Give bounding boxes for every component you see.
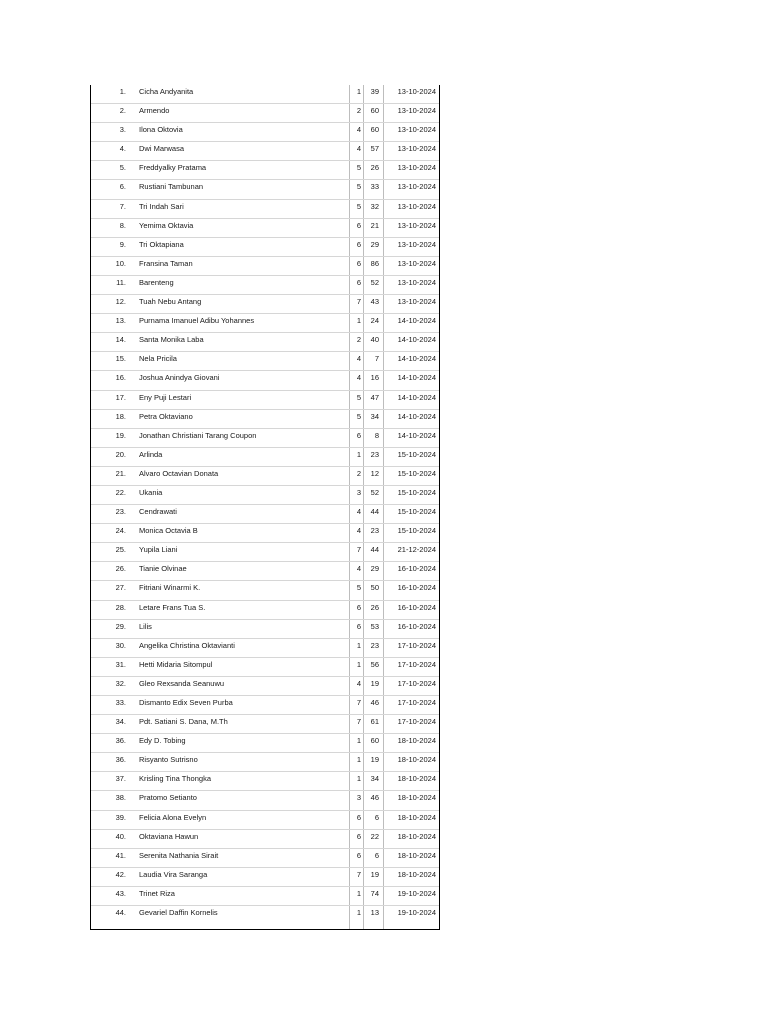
person-name: Tianie Olvinae xyxy=(139,564,187,574)
person-name: Oktaviana Hawun xyxy=(139,831,199,841)
table-row xyxy=(91,219,439,238)
table-row xyxy=(91,104,439,123)
count-value: 19 xyxy=(370,869,379,879)
person-name: Armendo xyxy=(139,106,170,116)
date-value: 17-10-2024 xyxy=(397,698,436,707)
count-value: 26 xyxy=(370,163,379,173)
group-number: 6 xyxy=(356,602,361,612)
count-value: 39 xyxy=(370,87,379,96)
group-number: 5 xyxy=(356,182,361,192)
group-number: 4 xyxy=(356,678,361,688)
group-number: 6 xyxy=(356,850,361,860)
date-value: 13-10-2024 xyxy=(397,144,436,154)
group-number: 7 xyxy=(356,869,361,879)
table-row xyxy=(91,295,439,314)
date-value: 14-10-2024 xyxy=(397,430,436,440)
table-row xyxy=(91,161,439,180)
date-value: 17-10-2024 xyxy=(397,640,436,650)
group-number: 4 xyxy=(356,507,361,517)
person-name: Serenita Nathania Sirait xyxy=(139,850,219,860)
date-value: 15-10-2024 xyxy=(397,449,436,459)
row-number: 28. xyxy=(115,602,126,612)
count-value: 34 xyxy=(370,411,379,421)
count-value: 86 xyxy=(370,258,379,268)
table-row xyxy=(91,677,439,696)
row-number: 19. xyxy=(115,430,126,440)
person-name: Rustiani Tambunan xyxy=(139,182,204,192)
row-number: 6. xyxy=(119,182,126,192)
row-number: 10. xyxy=(115,258,126,268)
table-row xyxy=(91,371,439,390)
count-value: 12 xyxy=(370,468,379,478)
table-row xyxy=(91,772,439,791)
person-name: Eny Puji Lestari xyxy=(139,392,192,402)
date-value: 13-10-2024 xyxy=(397,239,436,249)
person-name: Santa Monika Laba xyxy=(139,335,204,345)
date-value: 15-10-2024 xyxy=(397,487,436,497)
date-value: 13-10-2024 xyxy=(397,182,436,192)
person-name: Pdt. Satiani S. Dana, M.Th xyxy=(139,717,228,727)
group-number: 1 xyxy=(356,87,361,96)
table-row xyxy=(91,887,439,906)
table-row xyxy=(91,906,439,925)
count-value: 33 xyxy=(370,182,379,192)
count-value: 29 xyxy=(370,239,379,249)
group-number: 6 xyxy=(356,831,361,841)
count-value: 23 xyxy=(370,640,379,650)
person-name: Laudia Vira Saranga xyxy=(139,869,208,879)
person-name: Risyanto Sutrisno xyxy=(139,755,198,765)
row-number: 39. xyxy=(115,812,126,822)
person-name: Arlinda xyxy=(139,449,163,459)
count-value: 19 xyxy=(370,678,379,688)
person-name: Gevariel Daffin Kornelis xyxy=(139,908,218,918)
count-value: 52 xyxy=(370,277,379,287)
date-value: 13-10-2024 xyxy=(397,277,436,287)
count-value: 23 xyxy=(370,449,379,459)
row-number: 4. xyxy=(119,144,126,154)
table-row xyxy=(91,257,439,276)
row-number: 9. xyxy=(119,239,126,249)
row-number: 15. xyxy=(115,354,126,364)
group-number: 4 xyxy=(356,354,361,364)
row-number: 33. xyxy=(115,698,126,707)
count-value: 8 xyxy=(374,430,379,440)
table-row xyxy=(91,639,439,658)
group-number: 7 xyxy=(356,717,361,727)
table-row xyxy=(91,486,439,505)
person-name: Letare Frans Tua S. xyxy=(139,602,206,612)
row-number: 24. xyxy=(115,526,126,536)
date-value: 21-12-2024 xyxy=(397,545,436,555)
person-name: Yupila Liani xyxy=(139,545,178,555)
table-row xyxy=(91,849,439,868)
group-number: 7 xyxy=(356,297,361,307)
row-number: 8. xyxy=(119,220,126,230)
date-value: 18-10-2024 xyxy=(397,774,436,784)
date-value: 19-10-2024 xyxy=(397,908,436,918)
count-value: 53 xyxy=(370,621,379,631)
table-row xyxy=(91,868,439,887)
table-row xyxy=(91,276,439,295)
date-value: 13-10-2024 xyxy=(397,106,436,116)
count-value: 6 xyxy=(374,812,379,822)
count-value: 57 xyxy=(370,144,379,154)
date-value: 18-10-2024 xyxy=(397,831,436,841)
date-value: 17-10-2024 xyxy=(397,678,436,688)
person-name: Tuah Nebu Antang xyxy=(139,297,202,307)
row-number: 27. xyxy=(115,583,126,593)
person-name: Fransina Taman xyxy=(139,258,193,268)
table-row xyxy=(91,524,439,543)
table-row xyxy=(91,200,439,219)
person-name: Krisling Tina Thongka xyxy=(139,774,211,784)
row-number: 12. xyxy=(115,297,126,307)
row-number: 43. xyxy=(115,888,126,898)
group-number: 4 xyxy=(356,564,361,574)
table-row xyxy=(91,620,439,639)
person-name: Dwi Marwasa xyxy=(139,144,185,154)
group-number: 6 xyxy=(356,239,361,249)
person-name: Lilis xyxy=(139,621,152,631)
count-value: 60 xyxy=(370,125,379,135)
date-value: 15-10-2024 xyxy=(397,526,436,536)
person-name: Barenteng xyxy=(139,277,174,287)
person-name: Felicia Alona Evelyn xyxy=(139,812,207,822)
group-number: 2 xyxy=(356,106,361,116)
table-row xyxy=(91,391,439,410)
person-name: Tri Indah Sari xyxy=(139,201,184,211)
group-number: 6 xyxy=(356,812,361,822)
row-number: 31. xyxy=(115,659,126,669)
count-value: 50 xyxy=(370,583,379,593)
row-number: 2. xyxy=(119,106,126,116)
table-row xyxy=(91,85,439,104)
count-value: 7 xyxy=(374,354,379,364)
row-number: 42. xyxy=(115,869,126,879)
date-value: 18-10-2024 xyxy=(397,812,436,822)
row-number: 5. xyxy=(119,163,126,173)
count-value: 52 xyxy=(370,487,379,497)
table-row xyxy=(91,696,439,715)
count-value: 19 xyxy=(370,755,379,765)
table-row xyxy=(91,180,439,199)
table-row xyxy=(91,429,439,448)
attendance-table xyxy=(90,85,440,930)
person-name: Yemima Oktavia xyxy=(139,220,194,230)
date-value: 16-10-2024 xyxy=(397,602,436,612)
table-row xyxy=(91,142,439,161)
count-value: 29 xyxy=(370,564,379,574)
row-number: 13. xyxy=(115,316,126,326)
table-row xyxy=(91,811,439,830)
table-row xyxy=(91,734,439,753)
group-number: 1 xyxy=(356,888,361,898)
group-number: 1 xyxy=(356,659,361,669)
row-number: 26. xyxy=(115,564,126,574)
date-value: 13-10-2024 xyxy=(397,220,436,230)
table-row xyxy=(91,753,439,772)
group-number: 5 xyxy=(356,392,361,402)
group-number: 2 xyxy=(356,468,361,478)
table-row xyxy=(91,543,439,562)
row-number: 37. xyxy=(115,774,126,784)
group-number: 1 xyxy=(356,774,361,784)
group-number: 4 xyxy=(356,526,361,536)
group-number: 4 xyxy=(356,373,361,383)
row-number: 18. xyxy=(115,411,126,421)
count-value: 40 xyxy=(370,335,379,345)
person-name: Joshua Anindya Giovani xyxy=(139,373,220,383)
count-value: 6 xyxy=(374,850,379,860)
date-value: 14-10-2024 xyxy=(397,373,436,383)
table-row xyxy=(91,562,439,581)
count-value: 44 xyxy=(370,545,379,555)
row-number: 41. xyxy=(115,850,126,860)
group-number: 3 xyxy=(356,793,361,803)
person-name: Dismanto Edix Seven Purba xyxy=(139,698,233,707)
date-value: 14-10-2024 xyxy=(397,335,436,345)
table-row xyxy=(91,352,439,371)
count-value: 16 xyxy=(370,373,379,383)
date-value: 18-10-2024 xyxy=(397,793,436,803)
row-number: 36. xyxy=(115,755,126,765)
person-name: Pratomo Setianto xyxy=(139,793,197,803)
table-row xyxy=(91,830,439,849)
row-number: 17. xyxy=(115,392,126,402)
count-value: 24 xyxy=(370,316,379,326)
row-number: 29. xyxy=(115,621,126,631)
person-name: Ukania xyxy=(139,487,163,497)
group-number: 6 xyxy=(356,277,361,287)
row-number: 38. xyxy=(115,793,126,803)
count-value: 32 xyxy=(370,201,379,211)
row-number: 34. xyxy=(115,717,126,727)
date-value: 13-10-2024 xyxy=(397,201,436,211)
table-row xyxy=(91,410,439,429)
date-value: 13-10-2024 xyxy=(397,87,436,96)
person-name: Monica Octavia B xyxy=(139,526,198,536)
date-value: 17-10-2024 xyxy=(397,717,436,727)
table-row xyxy=(91,448,439,467)
row-number: 23. xyxy=(115,507,126,517)
date-value: 19-10-2024 xyxy=(397,888,436,898)
count-value: 21 xyxy=(370,220,379,230)
date-value: 13-10-2024 xyxy=(397,163,436,173)
date-value: 15-10-2024 xyxy=(397,468,436,478)
date-value: 14-10-2024 xyxy=(397,316,436,326)
group-number: 4 xyxy=(356,144,361,154)
count-value: 34 xyxy=(370,774,379,784)
row-number: 36. xyxy=(115,736,126,746)
row-number: 22. xyxy=(115,487,126,497)
date-value: 18-10-2024 xyxy=(397,850,436,860)
person-name: Angelika Christina Oktavianti xyxy=(139,640,235,650)
table-row xyxy=(91,467,439,486)
date-value: 14-10-2024 xyxy=(397,411,436,421)
count-value: 26 xyxy=(370,602,379,612)
group-number: 5 xyxy=(356,201,361,211)
row-number: 16. xyxy=(115,373,126,383)
group-number: 1 xyxy=(356,316,361,326)
row-number: 1. xyxy=(119,87,126,96)
group-number: 1 xyxy=(356,640,361,650)
table-row xyxy=(91,123,439,142)
row-number: 32. xyxy=(115,678,126,688)
person-name: Edy D. Tobing xyxy=(139,736,186,746)
group-number: 6 xyxy=(356,621,361,631)
table-row xyxy=(91,658,439,677)
person-name: Ilona Oktovia xyxy=(139,125,183,135)
row-number: 20. xyxy=(115,449,126,459)
group-number: 5 xyxy=(356,411,361,421)
group-number: 1 xyxy=(356,908,361,918)
date-value: 13-10-2024 xyxy=(397,297,436,307)
count-value: 74 xyxy=(370,888,379,898)
person-name: Gleo Rexsanda Seanuwu xyxy=(139,678,225,688)
table-row xyxy=(91,601,439,620)
count-value: 23 xyxy=(370,526,379,536)
date-value: 14-10-2024 xyxy=(397,354,436,364)
person-name: Tri Oktapiana xyxy=(139,239,184,249)
count-value: 60 xyxy=(370,736,379,746)
person-name: Trinet Riza xyxy=(139,888,175,898)
person-name: Alvaro Octavian Donata xyxy=(139,468,219,478)
date-value: 18-10-2024 xyxy=(397,869,436,879)
row-number: 7. xyxy=(119,201,126,211)
person-name: Fitriani Winarmi K. xyxy=(139,583,201,593)
count-value: 13 xyxy=(370,908,379,918)
table-row xyxy=(91,505,439,524)
person-name: Nela Pricila xyxy=(139,354,177,364)
date-value: 18-10-2024 xyxy=(397,755,436,765)
date-value: 16-10-2024 xyxy=(397,621,436,631)
table-row xyxy=(91,238,439,257)
row-number: 11. xyxy=(116,277,126,287)
group-number: 7 xyxy=(356,545,361,555)
person-name: Petra Oktaviano xyxy=(139,411,193,421)
group-number: 5 xyxy=(356,163,361,173)
date-value: 13-10-2024 xyxy=(397,258,436,268)
group-number: 1 xyxy=(356,755,361,765)
row-number: 44. xyxy=(115,908,126,918)
row-number: 25. xyxy=(115,545,126,555)
row-number: 40. xyxy=(115,831,126,841)
table-row xyxy=(91,333,439,352)
date-value: 14-10-2024 xyxy=(397,392,436,402)
count-value: 61 xyxy=(370,717,379,727)
group-number: 5 xyxy=(356,583,361,593)
count-value: 60 xyxy=(370,106,379,116)
group-number: 3 xyxy=(356,487,361,497)
group-number: 6 xyxy=(356,258,361,268)
count-value: 46 xyxy=(370,698,379,707)
count-value: 46 xyxy=(370,793,379,803)
person-name: Freddyalky Pratama xyxy=(139,163,207,173)
count-value: 56 xyxy=(370,659,379,669)
count-value: 43 xyxy=(370,297,379,307)
group-number: 6 xyxy=(356,430,361,440)
group-number: 4 xyxy=(356,125,361,135)
group-number: 7 xyxy=(356,698,361,707)
group-number: 1 xyxy=(356,736,361,746)
count-value: 47 xyxy=(370,392,379,402)
date-value: 13-10-2024 xyxy=(397,125,436,135)
table-row xyxy=(91,581,439,600)
person-name: Purnama Imanuel Adibu Yohannes xyxy=(139,316,255,326)
person-name: Jonathan Christiani Tarang Coupon xyxy=(139,430,257,440)
row-number: 21. xyxy=(115,468,126,478)
date-value: 18-10-2024 xyxy=(397,736,436,746)
table-row xyxy=(91,715,439,734)
person-name: Hetti Midaria Sitompul xyxy=(139,659,213,669)
date-value: 16-10-2024 xyxy=(397,583,436,593)
date-value: 16-10-2024 xyxy=(397,564,436,574)
row-number: 3. xyxy=(119,125,126,135)
row-number: 14. xyxy=(115,335,126,345)
group-number: 2 xyxy=(356,335,361,345)
date-value: 17-10-2024 xyxy=(397,659,436,669)
date-value: 15-10-2024 xyxy=(397,507,436,517)
group-number: 6 xyxy=(356,220,361,230)
person-name: Cicha Andyanita xyxy=(139,87,194,96)
table-row xyxy=(91,314,439,333)
row-number: 30. xyxy=(115,640,126,650)
table-row xyxy=(91,791,439,810)
count-value: 22 xyxy=(370,831,379,841)
person-name: Cendrawati xyxy=(139,507,177,517)
count-value: 44 xyxy=(370,507,379,517)
group-number: 1 xyxy=(356,449,361,459)
